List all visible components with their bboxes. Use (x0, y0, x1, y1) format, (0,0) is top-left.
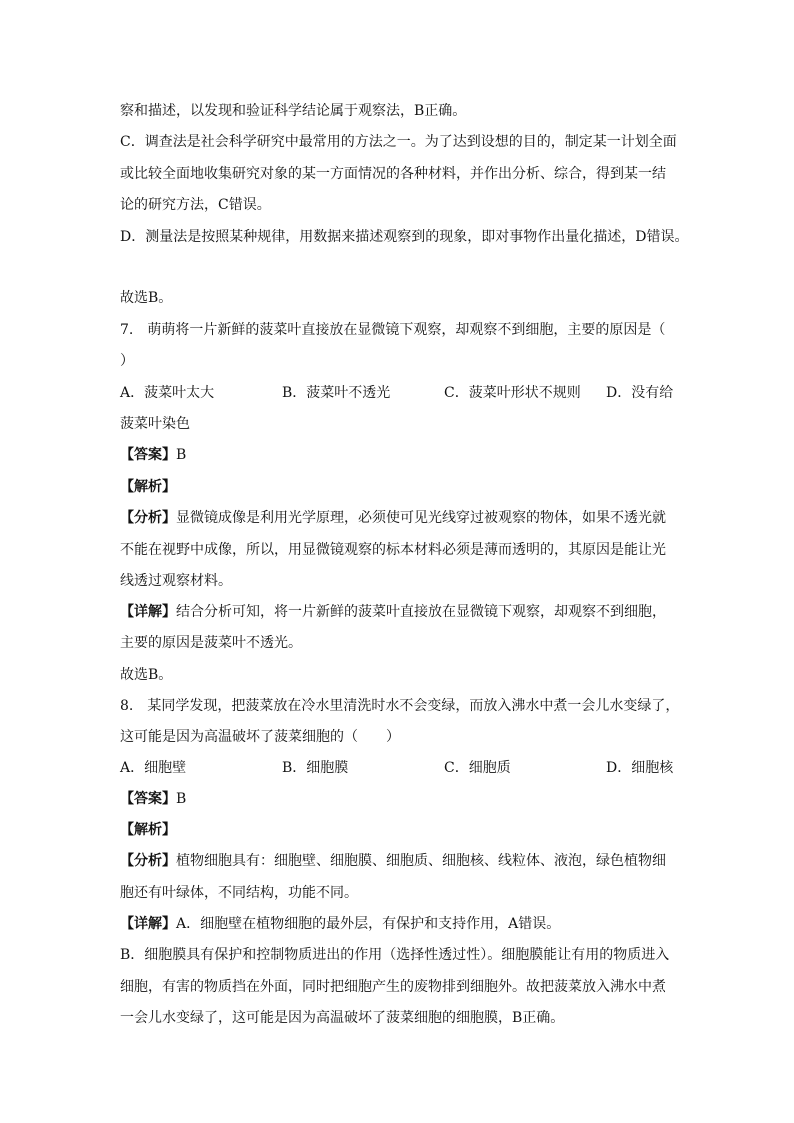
text-line: 论的研究方法，C错误。 (120, 197, 271, 213)
text-line: 胞还有叶绿体，不同结构，功能不同。 (120, 885, 358, 901)
text-line: 线透过观察材料。 (120, 573, 232, 589)
q8-fenxi-line (120, 852, 666, 870)
text-line: 一会儿水变绿了，这可能是因为高温破坏了菠菜细胞的细胞膜，B正确。 (120, 1010, 565, 1026)
q8-option-c: C．细胞质 (444, 760, 511, 776)
q8-stem: 8. 某同学发现，把菠菜放在冷水里清洗时水不会变绿，而放入沸水中煮一会儿水变绿了， (120, 698, 680, 714)
xiangjie-tag: 【详解】 (120, 916, 176, 932)
q7-option-d: D．没有给 (606, 385, 674, 401)
q8-stem-cont: 这可能是因为高温破坏了菠菜细胞的（ ） (120, 729, 400, 745)
fenxi-tag: 【分析】 (120, 853, 176, 869)
q8-xiangjie-line (120, 915, 560, 933)
xiangjie-tag: 【详解】 (120, 604, 176, 620)
q8-option-b: B．细胞膜 (282, 760, 349, 776)
text-line: 察和描述，以发现和验证科学结论属于观察法，B正确。 (120, 103, 467, 119)
text-line: 故选B。 (120, 290, 173, 306)
text-line: B．细胞膜具有保护和控制物质进出的作用（选择性透过性）。细胞膜能让有用的物质进入 (120, 947, 670, 963)
q7-option-d-cont: 菠菜叶染色 (120, 416, 190, 432)
answer-value: B (176, 791, 187, 807)
q7-conclusion: 故选B。 (120, 667, 173, 683)
answer-tag: 【答案】 (120, 791, 176, 807)
text-line: 或比较全面地收集研究对象的某一方面情况的各种材料，并作出分析、综合，得到某一结 (120, 166, 666, 182)
text-line: 细胞，有害的物质挡在外面，同时把细胞产生的废物排到细胞外。故把菠菜放入沸水中煮 (120, 979, 666, 995)
q8-analysis-tag: 【解析】 (120, 822, 176, 838)
fenxi-text: 显微镜成像是利用光学原理，必须使可见光线穿过被观察的物体，如果不透光就 (176, 510, 666, 526)
answer-tag: 【答案】 (120, 447, 176, 463)
q7-fenxi-line (120, 509, 666, 527)
q7-stem-cont: ） (120, 353, 134, 369)
text-line: D．测量法是按照某种规律，用数据来描述观察到的现象，即对事物作出量化描述，D错误。 (120, 229, 689, 245)
fenxi-tag: 【分析】 (120, 510, 176, 526)
q8-answer (120, 790, 186, 808)
fenxi-text: 植物细胞具有：细胞壁、细胞膜、细胞质、细胞核、线粒体、液泡，绿色植物细 (176, 853, 666, 869)
xiangjie-text: A．细胞壁在植物细胞的最外层，有保护和支持作用，A错误。 (176, 916, 561, 932)
q8-option-a: A．细胞壁 (120, 760, 187, 776)
q7-stem: 7. 萌萌将一片新鲜的菠菜叶直接放在显微镜下观察，却观察不到细胞，主要的原因是（ (120, 322, 666, 338)
q8-option-d: D．细胞核 (606, 760, 674, 776)
xiangjie-text: 结合分析可知，将一片新鲜的菠菜叶直接放在显微镜下观察，却观察不到细胞， (176, 604, 666, 620)
q7-option-b: B．菠菜叶不透光 (282, 385, 391, 401)
text-line: 主要的原因是菠菜叶不透光。 (120, 635, 302, 651)
text-line: C．调查法是社会科学研究中最常用的方法之一。为了达到设想的目的，制定某一计划全面 (120, 134, 677, 150)
answer-value: B (176, 447, 187, 463)
q7-xiangjie-line (120, 603, 666, 621)
q7-analysis-tag: 【解析】 (120, 479, 176, 495)
q7-option-a: A．菠菜叶太大 (120, 385, 215, 401)
q7-option-c: C．菠菜叶形状不规则 (444, 385, 581, 401)
q7-answer (120, 446, 186, 464)
text-line: 不能在视野中成像，所以，用显微镜观察的标本材料必须是薄而透明的，其原因是能让光 (120, 542, 666, 558)
